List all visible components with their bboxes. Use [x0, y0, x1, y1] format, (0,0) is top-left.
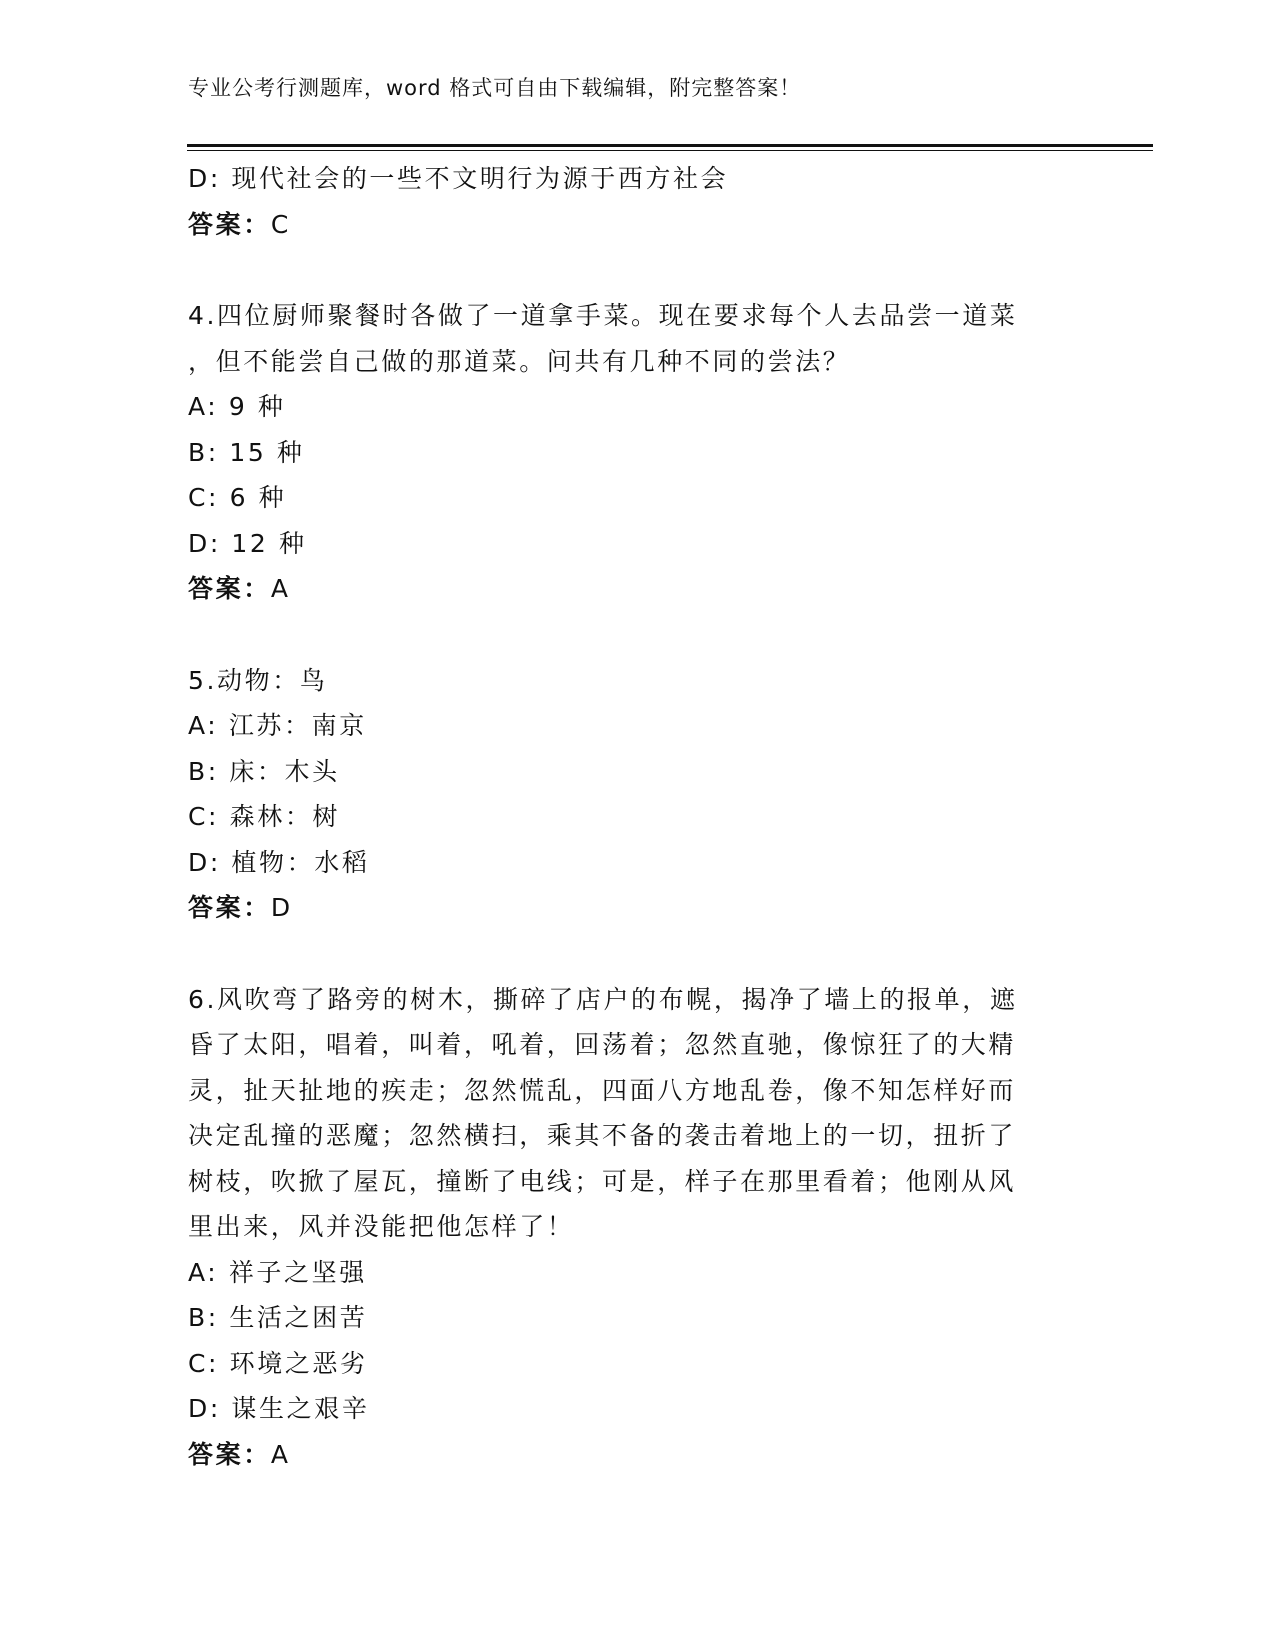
- answer-label: 答案：: [188, 209, 271, 239]
- question-stem-line: ，但不能尝自己做的那道菜。问共有几种不同的尝法？: [188, 346, 851, 376]
- question-stem-line: 灵，扯天扯地的疾走；忽然慌乱，四面八方地乱卷，像不知怎样好而: [188, 1075, 1017, 1105]
- option-b: B: 15 种: [188, 437, 305, 467]
- answer-label: 答案：: [188, 1439, 271, 1469]
- header-rule-thin: [187, 150, 1153, 151]
- question-gap: [188, 247, 1068, 293]
- question-stem-line: 树枝，吹掀了屋瓦，撞断了电线；可是，样子在那里看着；他刚从风: [188, 1166, 1017, 1196]
- option-c: C: 森林：树: [188, 802, 341, 831]
- option-c: C: 6 种: [188, 483, 287, 512]
- question-block-5: [188, 658, 1068, 931]
- option-a: A: 祥子之坚强: [188, 1257, 367, 1287]
- question-stem-line: 4.四位厨师聚餐时各做了一道拿手菜。现在要求每个人去品尝一道菜: [188, 301, 1018, 330]
- answer-value: C: [270, 209, 291, 239]
- option-d: D: 谋生之艰辛: [188, 1394, 370, 1423]
- answer-label: 答案：: [188, 574, 271, 603]
- question-stem-line: 里出来，风并没能把他怎样了！: [188, 1212, 575, 1241]
- answer-line: [188, 202, 1068, 248]
- question-stem-line: 5.动物：鸟: [188, 665, 328, 695]
- option-b: B: 生活之困苦: [188, 1303, 368, 1332]
- question-gap: [188, 612, 1068, 658]
- question-content: [188, 156, 1068, 1477]
- answer-line: [188, 885, 1068, 931]
- header-rule-thick: [187, 144, 1153, 147]
- question-block-6: [188, 977, 1068, 1478]
- answer-value: A: [270, 1439, 291, 1469]
- answer-line: [188, 1432, 1068, 1478]
- answer-label: 答案：: [188, 893, 271, 922]
- page-header: 专业公考行测题库，word 格式可自由下载编辑，附完整答案！: [188, 76, 802, 100]
- question-stem-line: 6.风吹弯了路旁的树木，撕碎了店户的布幌，揭净了墙上的报单，遮: [188, 984, 1018, 1014]
- answer-line: [188, 566, 1068, 612]
- question-stem-line: 昏了太阳，唱着，叫着，吼着，回荡着；忽然直驰，像惊狂了的大精: [188, 1030, 1017, 1059]
- answer-value: D: [270, 893, 293, 922]
- option-a: A: 9 种: [188, 392, 286, 421]
- answer-value: A: [270, 574, 291, 603]
- question-gap: [188, 931, 1068, 977]
- option-d: D: 现代社会的一些不文明行为源于西方社会: [188, 164, 729, 193]
- option-c: C: 环境之恶劣: [188, 1348, 368, 1378]
- option-d: D: 12 种: [188, 528, 307, 558]
- option-b: B: 床：木头: [188, 756, 340, 786]
- option-a: A: 江苏：南京: [188, 711, 367, 740]
- question-block-4: [188, 293, 1068, 612]
- option-d: D: 植物：水稻: [188, 847, 370, 877]
- question-stem-line: 决定乱撞的恶魔；忽然横扫，乘其不备的袭击着地上的一切，扭折了: [188, 1121, 1017, 1150]
